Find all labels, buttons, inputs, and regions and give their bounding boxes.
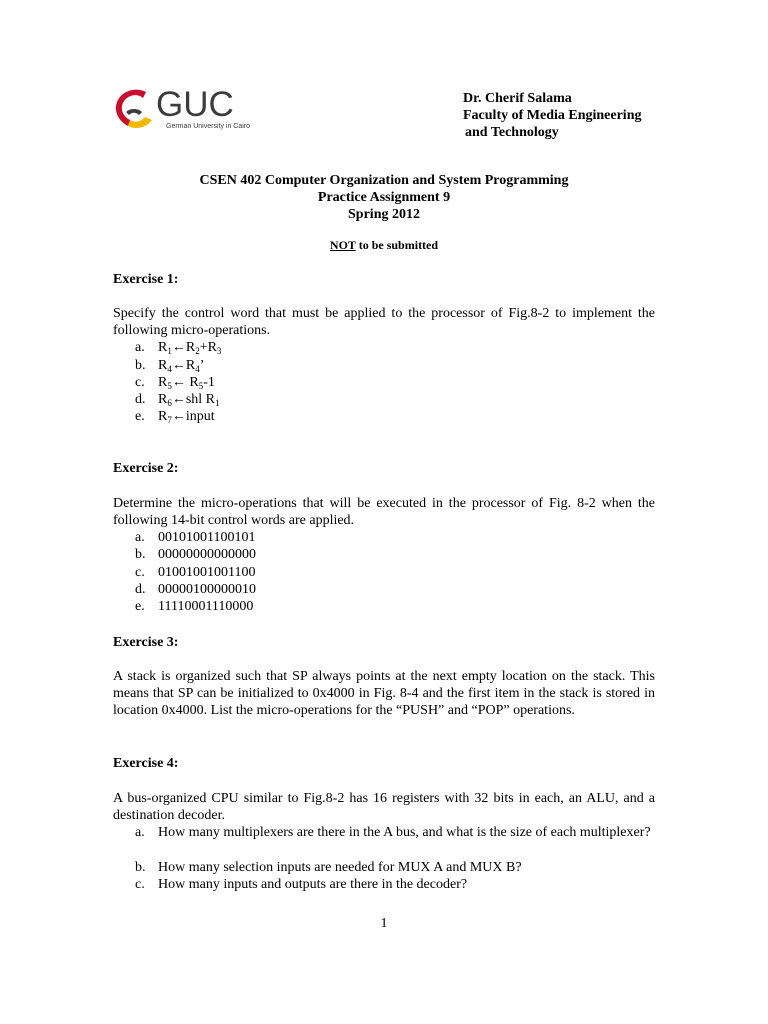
exercise2-text: Determine the micro-operations that will be executed in the processor of Fig. 8-2 when the following 14-bit control words are applied. <box>113 496 655 528</box>
control-word: 11110001110000 <box>158 599 254 614</box>
micro-operation: $R_7\leftarrow input$ <box>158 409 215 425</box>
exercise1-text: Specify the control word that must be applied to the processor of Fig.8-2 to implement the following micro-operations. <box>113 306 655 338</box>
title-block <box>113 172 655 223</box>
exercise2-heading: Exercise 2: <box>113 461 179 476</box>
exercise1-heading: Exercise 1: <box>113 272 179 287</box>
exercise2-item <box>135 598 253 615</box>
exercise1-item <box>135 357 204 374</box>
micro-operation: $R_1\leftarrow R_2+R_3$ <box>158 340 222 356</box>
guc-logo-mark-icon <box>112 86 156 132</box>
exercise4-item <box>135 859 655 876</box>
control-word: 00101001100101 <box>158 530 256 545</box>
control-word: 00000000000000 <box>158 547 256 562</box>
page-number: 1 <box>380 916 388 931</box>
exercise2-item <box>135 564 255 581</box>
item-label: a. <box>135 825 145 840</box>
exercise1-item <box>135 374 215 391</box>
item-label: d. <box>135 582 146 597</box>
micro-operation: $R_5\leftarrow$ $R_5-1$ <box>158 375 215 391</box>
item-label: a. <box>135 340 145 355</box>
exercise4-text: A bus-organized CPU similar to Fig.8-2 has 16 registers with 32 bits in each, an ALU, and a destination decoder. <box>113 791 655 823</box>
term: Spring 2012 <box>348 207 420 222</box>
question-text: How many multiplexers are there in the A bus, and what is the size of each multiplexer? <box>158 825 651 840</box>
author-name: Dr. Cherif Salama <box>463 91 572 106</box>
course-title: CSEN 402 Computer Organization and System Programming <box>199 173 569 188</box>
item-label: c. <box>135 375 145 390</box>
micro-operation: $R_6\leftarrow shl$ $R_1$ <box>158 392 220 408</box>
author-block <box>463 90 642 141</box>
exercise4-item <box>135 824 655 841</box>
exercise3-text: A stack is organized such that SP always points at the next empty location on the stack. This means that SP can be initialized to 0x4000 in Fig. 8-4 and the first item in the stack is stored in location 0x4000. List the micro-operations for the “PUSH” and “POP” operations. <box>113 669 655 718</box>
exercise2-item <box>135 581 256 598</box>
item-label: e. <box>135 409 145 424</box>
submission-notice <box>113 237 655 254</box>
assignment-title: Practice Assignment 9 <box>317 190 451 205</box>
item-label: b. <box>135 358 146 373</box>
exercise1-item <box>135 408 215 425</box>
exercise4-item <box>135 876 655 893</box>
notice-rest: to be submitted <box>355 238 439 252</box>
exercise1-item <box>135 339 221 356</box>
guc-logo <box>112 85 251 134</box>
logo-name: GUC <box>156 85 234 124</box>
control-word: 00000100000010 <box>158 582 256 597</box>
exercise4-heading: Exercise 4: <box>113 756 179 771</box>
item-label: e. <box>135 599 145 614</box>
item-label: b. <box>135 860 146 875</box>
logo-subtitle: German University in Cairo <box>166 123 251 130</box>
item-label: c. <box>135 565 145 580</box>
exercise1-item <box>135 391 220 408</box>
control-word: 01001001001100 <box>158 565 256 580</box>
exercise2-item <box>135 546 256 563</box>
item-label: c. <box>135 877 145 892</box>
author-faculty-line2: and Technology <box>465 125 559 140</box>
notice-emphasis: NOT <box>329 238 356 252</box>
question-text: How many inputs and outputs are there in the decoder? <box>158 877 468 892</box>
item-label: a. <box>135 530 145 545</box>
author-faculty-line1: Faculty of Media Engineering <box>463 108 642 123</box>
question-text: How many selection inputs are needed for MUX A and MUX B? <box>158 860 522 875</box>
exercise3-heading: Exercise 3: <box>113 635 179 650</box>
micro-operation: $R_4\leftarrow R_4$’ <box>158 358 205 374</box>
item-label: b. <box>135 547 146 562</box>
exercise2-item <box>135 529 255 546</box>
item-label: d. <box>135 392 146 407</box>
